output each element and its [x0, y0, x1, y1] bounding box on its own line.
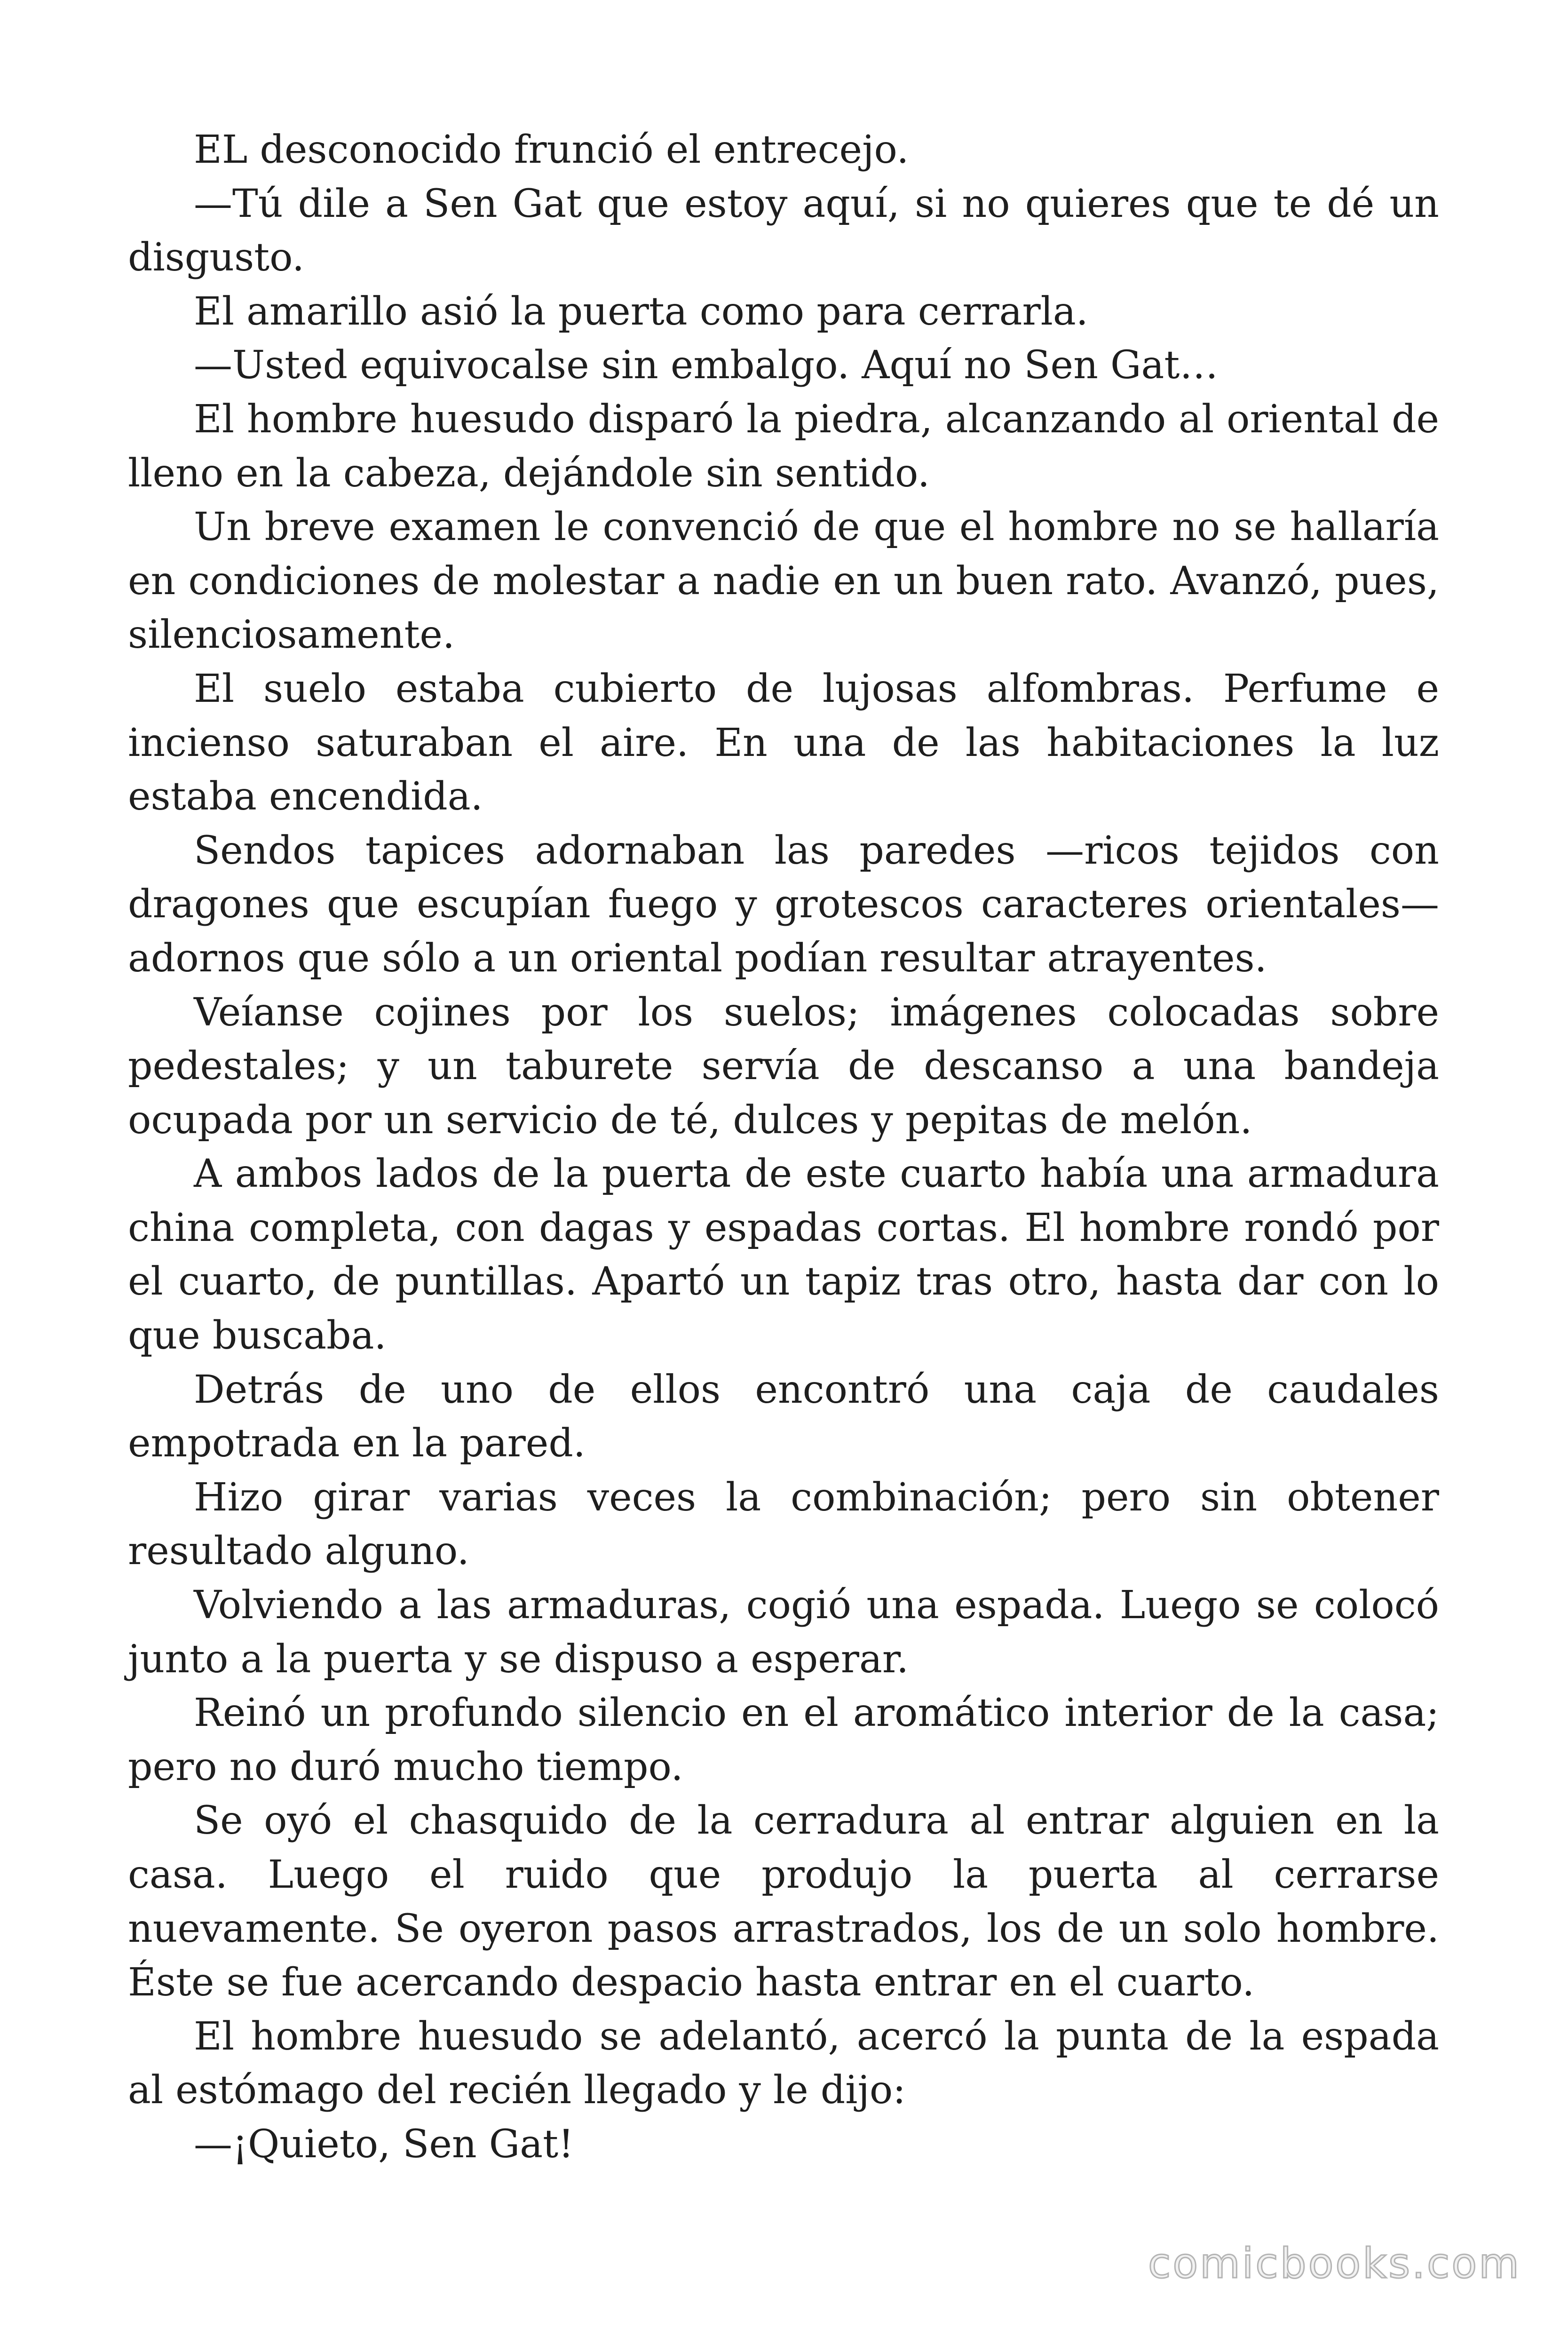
paragraph: Veíanse cojines por los suelos; imágenes colocadas sobre pedestales; y un taburete servía de descanso a una bandeja ocupada por un servicio de té, dulces y pepitas de melón. — [128, 990, 1439, 1143]
paragraph: A ambos lados de la puerta de este cuarto había una armadura china completa, con dagas y espadas cortas. El hombre rondó por el cuarto, de puntillas. Apartó un tapiz tras otro, hasta dar con lo que buscaba. — [128, 1152, 1439, 1359]
paragraph: El amarillo asió la puerta como para cerrarla. — [194, 289, 1088, 334]
paragraph: Reinó un profundo silencio en el aromático interior de la casa; pero no duró mucho tiempo. — [128, 1691, 1439, 1789]
paragraph: El hombre huesudo disparó la piedra, alcanzando al oriental de lleno en la cabeza, dejándole sin sentido. — [128, 397, 1439, 496]
page-body — [128, 123, 1439, 2172]
paragraph: EL desconocido frunció el entrecejo. — [194, 127, 909, 172]
watermark: comicbooks.com — [1148, 2239, 1521, 2288]
paragraph: —Tú dile a Sen Gat que estoy aquí, si no quieres que te dé un disgusto. — [128, 181, 1439, 280]
paragraph: Volviendo a las armaduras, cogió una espada. Luego se colocó junto a la puerta y se dispuso a esperar. — [128, 1583, 1439, 1682]
paragraph: Se oyó el chasquido de la cerradura al entrar alguien en la casa. Luego el ruido que produjo la puerta al cerrarse nuevamente. Se oyeron pasos arrastrados, los de un solo hombre. Éste se fue acercando despacio hasta entrar en el cuarto. — [128, 1798, 1439, 2005]
paragraph: Detrás de uno de ellos encontró una caja de caudales empotrada en la pared. — [128, 1367, 1439, 1466]
paragraph: —Usted equivocalse sin embalgo. Aquí no Sen Gat… — [194, 343, 1219, 388]
paragraph: —¡Quieto, Sen Gat! — [194, 2122, 574, 2167]
paragraph: El hombre huesudo se adelantó, acercó la punta de la espada al estómago del recién llegado y le dijo: — [128, 2014, 1439, 2113]
paragraph: Sendos tapices adornaban las paredes —ricos tejidos con dragones que escupían fuego y grotescos caracteres orientales— adornos que sólo a un oriental podían resultar atrayentes. — [128, 828, 1439, 981]
paragraph: Hizo girar varias veces la combinación; pero sin obtener resultado alguno. — [128, 1475, 1439, 1574]
paragraph: Un breve examen le convenció de que el hombre no se hallaría en condiciones de molestar a nadie en un buen rato. Avanzó, pues, silenciosamente. — [128, 505, 1439, 658]
paragraph: El suelo estaba cubierto de lujosas alfombras. Perfume e incienso saturaban el aire. En una de las habitaciones la luz estaba encendida. — [128, 666, 1439, 819]
